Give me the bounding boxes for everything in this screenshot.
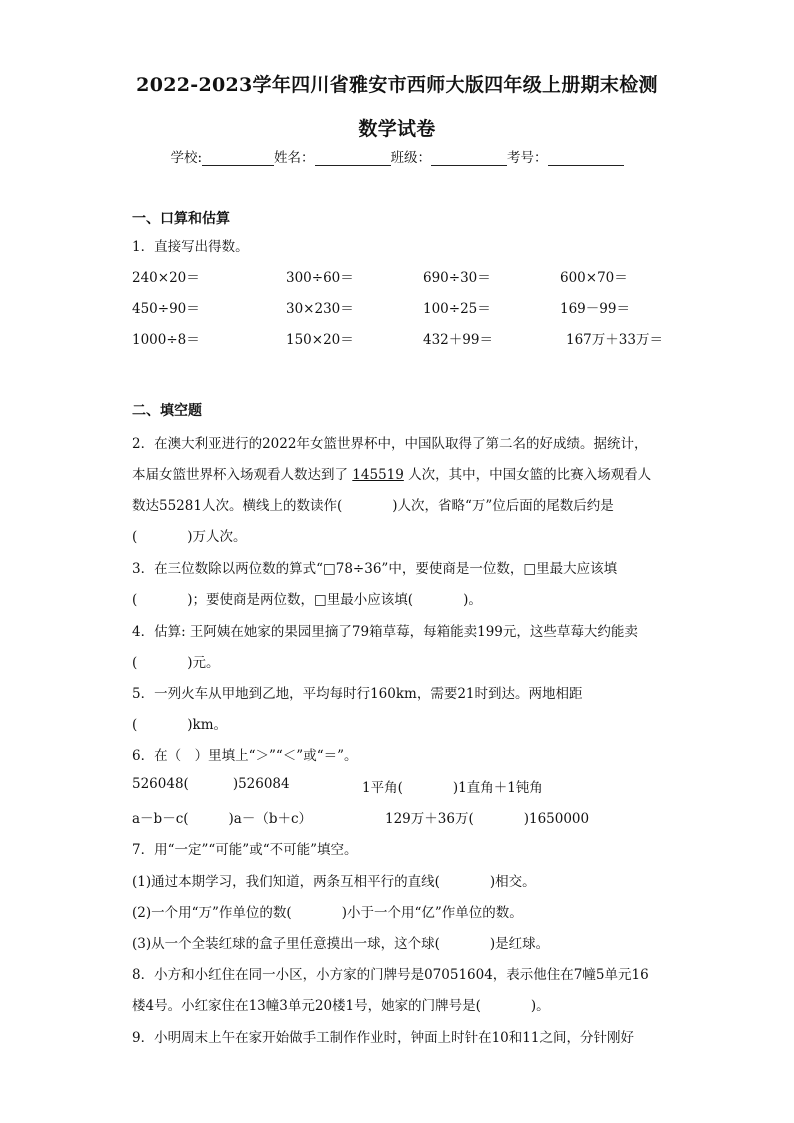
question-3-line1: 3．在三位数除以两位数的算式“□78÷36”中，要使商是一位数，□里最大应该填 — [132, 561, 618, 577]
calc-item: 150×20＝ — [286, 332, 354, 348]
question-4-line2 — [132, 651, 220, 671]
question-2-line4 — [132, 525, 247, 545]
calc-item: 169－99＝ — [560, 301, 630, 317]
calc-item: 432＋99＝ — [423, 332, 493, 348]
compare-item — [385, 807, 589, 827]
compare-item — [132, 807, 312, 827]
name-label: 姓名： — [274, 150, 315, 166]
underlined-number: 145519 — [352, 467, 404, 483]
q5-text: )km。 — [187, 717, 228, 733]
q6-text: a－b－c( — [132, 811, 189, 827]
compare-item — [362, 776, 543, 796]
calc-item: 30×230＝ — [286, 301, 354, 317]
school-blank[interactable] — [202, 151, 274, 166]
q6-text: )1直角＋1钝角 — [452, 780, 543, 796]
q2-text: )万人次。 — [187, 529, 247, 545]
question-8-line2 — [132, 994, 550, 1014]
question-2-line2 — [132, 463, 651, 483]
question-1: 1．直接写出得数。 — [132, 239, 249, 255]
compare-item — [132, 776, 290, 792]
calc-item: 690÷30＝ — [423, 270, 491, 286]
calc-item: 1000÷8＝ — [132, 332, 200, 348]
q3-text: )；要使商是两位数，□里最小应该填( — [187, 592, 414, 608]
question-9-line1: 9．小明周末上午在家开始做手工制作作业时，钟面上时针在10和11之间，分针刚好 — [132, 1030, 634, 1046]
q6-text: 129万＋36万( — [385, 811, 474, 827]
name-blank[interactable] — [315, 151, 391, 166]
calc-item: 600×70＝ — [560, 270, 628, 286]
question-7-line1: 7．用“一定”“可能”或“不可能”填空。 — [132, 842, 358, 858]
question-4-line1: 4．估算: 王阿姨在她家的果园里摘了79箱草莓，每箱能卖199元，这些草莓大约能卖 — [132, 624, 638, 640]
q7-text: )相交。 — [489, 874, 536, 890]
q7-text: (2)一个用“万”作单位的数( — [132, 905, 292, 921]
section2-heading: 二、填空题 — [132, 403, 202, 419]
class-label: 班级： — [390, 150, 432, 166]
q6-text: )a－（b＋c） — [228, 811, 313, 827]
q2-text: ( — [132, 529, 138, 545]
q6-text: 1平角( — [362, 780, 403, 796]
class-blank[interactable] — [431, 151, 507, 166]
q6-text: 526048( — [132, 776, 189, 792]
question-2-line1: 2．在澳大利亚进行的2022年女篮世界杯中，中国队取得了第二名的好成绩。据统计， — [132, 436, 648, 452]
q2-text: 人次，其中，中国女篮的比赛入场观看人 — [403, 467, 652, 483]
q2-text: )人次，省略“万”位后面的尾数后约是 — [392, 498, 614, 514]
q5-text: ( — [132, 717, 138, 733]
question-7-sub1 — [132, 870, 536, 890]
q3-text: )。 — [463, 592, 482, 608]
q8-text: 楼4号。小红家住在13幢3单元20楼1号，她家的门牌号是( — [132, 998, 481, 1014]
question-8-line1: 8．小方和小红住在同一小区，小方家的门牌号是07051604，表示他住在7幢5单元16 — [132, 967, 649, 983]
question-3-line2 — [132, 588, 482, 608]
question-6-line1: 6．在（ ）里填上“＞”“＜”或“＝”。 — [132, 748, 358, 764]
q6-text: )526084 — [232, 776, 290, 792]
calc-item: 450÷90＝ — [132, 301, 200, 317]
q7-text: (1)通过本期学习，我们知道，两条互相平行的直线( — [132, 874, 440, 890]
q7-text: (3)从一个全装红球的盒子里任意摸出一球，这个球( — [132, 936, 440, 952]
number-label: 考号： — [507, 150, 548, 166]
q8-text: )。 — [530, 998, 550, 1014]
q4-text: ( — [132, 655, 138, 671]
school-label: 学校: — [170, 150, 203, 166]
section1-heading: 一、口算和估算 — [132, 211, 230, 227]
calc-item: 100÷25＝ — [423, 301, 491, 317]
q2-text: 数达55281人次。横线上的数读作( — [132, 498, 343, 514]
q3-text: ( — [132, 592, 138, 608]
q6-text: )1650000 — [523, 811, 590, 827]
q7-text: )是红球。 — [489, 936, 550, 952]
exam-title-line2: 数学试卷 — [358, 118, 436, 140]
q4-text: )元。 — [187, 655, 220, 671]
question-7-sub2 — [132, 901, 523, 921]
calc-item: 300÷60＝ — [286, 270, 354, 286]
q2-text: 本届女篮世界杯入场观看人数达到了 — [132, 467, 353, 483]
question-5-line1: 5．一列火车从甲地到乙地，平均每时行160km，需要21时到达。两地相距 — [132, 686, 583, 702]
q7-text: )小于一个用“亿”作单位的数。 — [341, 905, 523, 921]
question-7-sub3 — [132, 932, 549, 952]
calc-item: 240×20＝ — [132, 270, 200, 286]
number-blank[interactable] — [548, 151, 624, 166]
question-5-line2 — [132, 713, 227, 733]
calc-item: 167万＋33万＝ — [566, 332, 663, 348]
exam-title-line1: 2022-2023学年四川省雅安市西师大版四年级上册期末检测 — [136, 74, 658, 96]
question-2-line3 — [132, 494, 614, 514]
student-info-row — [0, 146, 794, 166]
